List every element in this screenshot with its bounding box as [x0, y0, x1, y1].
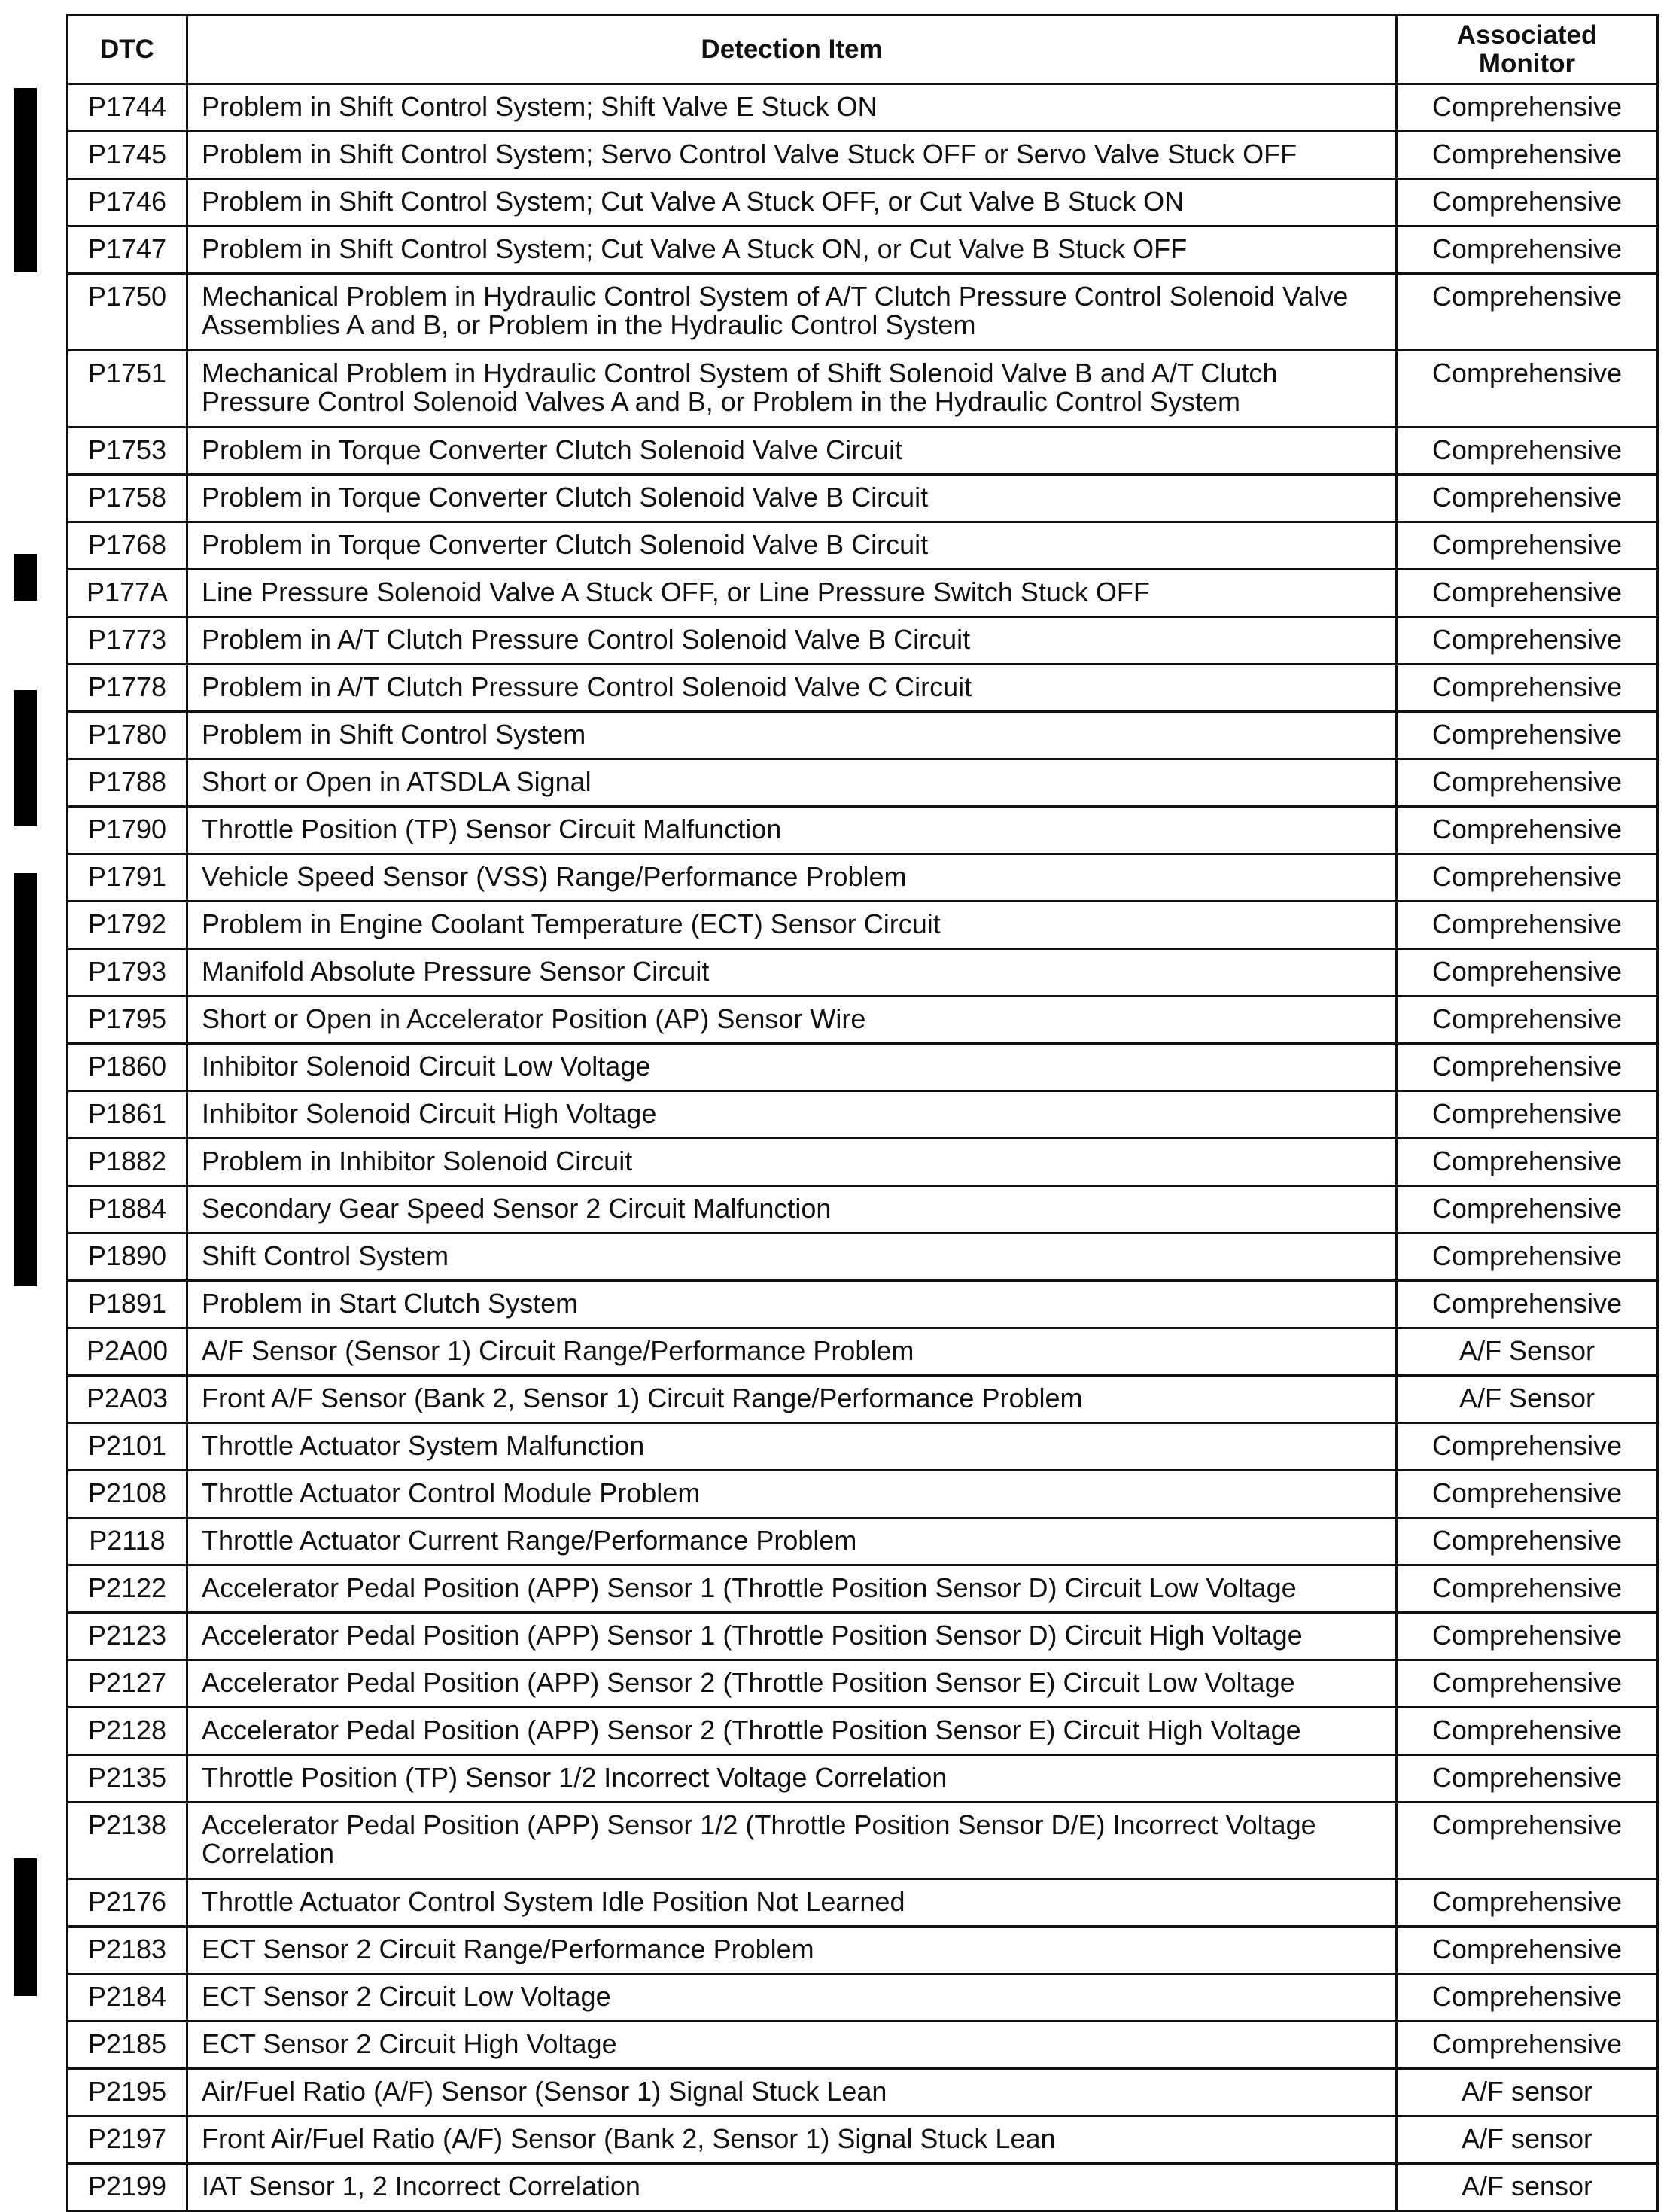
monitor-cell: Comprehensive — [1397, 1091, 1658, 1139]
header-dtc: DTC — [68, 15, 187, 84]
dtc-cell: P2138 — [68, 1803, 187, 1879]
table-row — [68, 274, 1658, 351]
dtc-cell: P1884 — [68, 1186, 187, 1234]
table-row — [68, 1139, 1658, 1186]
table-row — [68, 712, 1658, 759]
dtc-cell: P2197 — [68, 2116, 187, 2164]
revision-change-bar — [14, 873, 37, 1286]
detection-item-cell: Manifold Absolute Pressure Sensor Circuit — [187, 949, 1397, 996]
monitor-cell: A/F sensor — [1397, 2164, 1658, 2211]
table-row — [68, 1613, 1658, 1660]
detection-item-cell: Shift Control System — [187, 1234, 1397, 1281]
detection-item-cell: ECT Sensor 2 Circuit High Voltage — [187, 2022, 1397, 2069]
dtc-cell: P2199 — [68, 2164, 187, 2211]
monitor-cell: Comprehensive — [1397, 1139, 1658, 1186]
table-row — [68, 902, 1658, 949]
detection-item-cell: Line Pressure Solenoid Valve A Stuck OFF, or Line Pressure Switch Stuck OFF — [187, 570, 1397, 617]
dtc-cell: P1861 — [68, 1091, 187, 1139]
detection-item-cell: ECT Sensor 2 Circuit Low Voltage — [187, 1974, 1397, 2022]
table-row — [68, 665, 1658, 712]
monitor-cell: Comprehensive — [1397, 1565, 1658, 1613]
table-row — [68, 427, 1658, 475]
detection-item-cell: Accelerator Pedal Position (APP) Sensor 1 (Throttle Position Sensor D) Circuit High Voltage — [187, 1613, 1397, 1660]
detection-item-cell: Air/Fuel Ratio (A/F) Sensor (Sensor 1) Signal Stuck Lean — [187, 2069, 1397, 2116]
monitor-cell: Comprehensive — [1397, 1803, 1658, 1879]
detection-item-cell: Throttle Actuator Control Module Problem — [187, 1471, 1397, 1518]
dtc-cell: P1795 — [68, 996, 187, 1044]
dtc-cell: P1791 — [68, 854, 187, 902]
dtc-cell: P1860 — [68, 1044, 187, 1091]
table-row — [68, 2022, 1658, 2069]
table-row — [68, 1565, 1658, 1613]
monitor-cell: Comprehensive — [1397, 1044, 1658, 1091]
dtc-cell: P1792 — [68, 902, 187, 949]
detection-item-cell: Problem in Shift Control System — [187, 712, 1397, 759]
table-row — [68, 1518, 1658, 1565]
detection-item-cell: Accelerator Pedal Position (APP) Sensor 2 (Throttle Position Sensor E) Circuit Low Voltage — [187, 1660, 1397, 1708]
detection-item-cell: Problem in Shift Control System; Servo Control Valve Stuck OFF or Servo Valve Stuck OFF — [187, 132, 1397, 179]
detection-item-cell: Mechanical Problem in Hydraulic Control System of Shift Solenoid Valve B and A/T Clutch Pressure Control Solenoid Valves A and B, or Problem in the Hydraulic Control System — [187, 351, 1397, 427]
revision-change-bar — [14, 88, 37, 272]
table-row — [68, 1186, 1658, 1234]
dtc-cell: P1778 — [68, 665, 187, 712]
detection-item-cell: Throttle Actuator Control System Idle Position Not Learned — [187, 1879, 1397, 1927]
dtc-cell: P2135 — [68, 1755, 187, 1803]
monitor-cell: Comprehensive — [1397, 2022, 1658, 2069]
detection-item-cell: Throttle Position (TP) Sensor Circuit Malfunction — [187, 807, 1397, 854]
revision-change-bar — [14, 690, 37, 826]
table-row — [68, 1234, 1658, 1281]
dtc-cell: P2185 — [68, 2022, 187, 2069]
dtc-cell: P2108 — [68, 1471, 187, 1518]
dtc-cell: P177A — [68, 570, 187, 617]
detection-item-cell: Problem in Torque Converter Clutch Solenoid Valve Circuit — [187, 427, 1397, 475]
dtc-cell: P1891 — [68, 1281, 187, 1328]
detection-item-cell: Problem in A/T Clutch Pressure Control Solenoid Valve C Circuit — [187, 665, 1397, 712]
dtc-cell: P1746 — [68, 179, 187, 227]
table-row — [68, 1927, 1658, 1974]
monitor-cell: A/F sensor — [1397, 2069, 1658, 2116]
monitor-cell: Comprehensive — [1397, 759, 1658, 807]
dtc-cell: P2122 — [68, 1565, 187, 1613]
table-row — [68, 1091, 1658, 1139]
table-row — [68, 996, 1658, 1044]
monitor-cell: Comprehensive — [1397, 1879, 1658, 1927]
table-row — [68, 1044, 1658, 1091]
monitor-cell: Comprehensive — [1397, 570, 1658, 617]
detection-item-cell: Front A/F Sensor (Bank 2, Sensor 1) Circuit Range/Performance Problem — [187, 1376, 1397, 1423]
header-associated-monitor: Associated Monitor — [1397, 15, 1658, 84]
dtc-cell: P2176 — [68, 1879, 187, 1927]
table-row — [68, 617, 1658, 665]
detection-item-cell: A/F Sensor (Sensor 1) Circuit Range/Performance Problem — [187, 1328, 1397, 1376]
monitor-cell: Comprehensive — [1397, 1234, 1658, 1281]
detection-item-cell: Problem in Torque Converter Clutch Solenoid Valve B Circuit — [187, 522, 1397, 570]
dtc-cell: P2183 — [68, 1927, 187, 1974]
detection-item-cell: ECT Sensor 2 Circuit Range/Performance Problem — [187, 1927, 1397, 1974]
monitor-cell: Comprehensive — [1397, 274, 1658, 351]
monitor-cell: Comprehensive — [1397, 84, 1658, 132]
revision-change-bar — [14, 1858, 37, 1996]
detection-item-cell: Accelerator Pedal Position (APP) Sensor 1/2 (Throttle Position Sensor D/E) Incorrect Voltage Correlation — [187, 1803, 1397, 1879]
dtc-cell: P1745 — [68, 132, 187, 179]
table-row — [68, 1660, 1658, 1708]
table-row — [68, 1471, 1658, 1518]
monitor-cell: Comprehensive — [1397, 351, 1658, 427]
table-row — [68, 1328, 1658, 1376]
dtc-cell: P2127 — [68, 1660, 187, 1708]
monitor-cell: Comprehensive — [1397, 617, 1658, 665]
table-row — [68, 1281, 1658, 1328]
dtc-cell: P1753 — [68, 427, 187, 475]
monitor-cell: Comprehensive — [1397, 1974, 1658, 2022]
detection-item-cell: Problem in Engine Coolant Temperature (ECT) Sensor Circuit — [187, 902, 1397, 949]
table-row — [68, 475, 1658, 522]
dtc-cell: P1768 — [68, 522, 187, 570]
monitor-cell: Comprehensive — [1397, 1186, 1658, 1234]
monitor-cell: Comprehensive — [1397, 522, 1658, 570]
detection-item-cell: IAT Sensor 1, 2 Incorrect Correlation — [187, 2164, 1397, 2211]
detection-item-cell: Problem in A/T Clutch Pressure Control Solenoid Valve B Circuit — [187, 617, 1397, 665]
table-row — [68, 1423, 1658, 1471]
monitor-cell: Comprehensive — [1397, 475, 1658, 522]
table-row — [68, 522, 1658, 570]
dtc-table — [66, 14, 1659, 2212]
detection-item-cell: Front Air/Fuel Ratio (A/F) Sensor (Bank 2, Sensor 1) Signal Stuck Lean — [187, 2116, 1397, 2164]
monitor-cell: Comprehensive — [1397, 949, 1658, 996]
dtc-cell: P2123 — [68, 1613, 187, 1660]
table-row — [68, 179, 1658, 227]
table-row — [68, 1708, 1658, 1755]
monitor-cell: Comprehensive — [1397, 902, 1658, 949]
monitor-cell: Comprehensive — [1397, 179, 1658, 227]
detection-item-cell: Inhibitor Solenoid Circuit Low Voltage — [187, 1044, 1397, 1091]
table-row — [68, 227, 1658, 274]
detection-item-cell: Short or Open in Accelerator Position (AP) Sensor Wire — [187, 996, 1397, 1044]
revision-change-bar — [14, 554, 37, 601]
dtc-cell: P2195 — [68, 2069, 187, 2116]
monitor-cell: Comprehensive — [1397, 1755, 1658, 1803]
detection-item-cell: Problem in Shift Control System; Cut Valve A Stuck OFF, or Cut Valve B Stuck ON — [187, 179, 1397, 227]
table-row — [68, 854, 1658, 902]
table-row — [68, 1755, 1658, 1803]
detection-item-cell: Accelerator Pedal Position (APP) Sensor 2 (Throttle Position Sensor E) Circuit High Voltage — [187, 1708, 1397, 1755]
detection-item-cell: Secondary Gear Speed Sensor 2 Circuit Malfunction — [187, 1186, 1397, 1234]
dtc-cell: P1747 — [68, 227, 187, 274]
table-row — [68, 807, 1658, 854]
detection-item-cell: Throttle Actuator Current Range/Performance Problem — [187, 1518, 1397, 1565]
monitor-cell: Comprehensive — [1397, 1927, 1658, 1974]
monitor-cell: Comprehensive — [1397, 227, 1658, 274]
dtc-cell: P2128 — [68, 1708, 187, 1755]
table-row — [68, 1974, 1658, 2022]
dtc-cell: P1790 — [68, 807, 187, 854]
monitor-cell: Comprehensive — [1397, 132, 1658, 179]
monitor-cell: Comprehensive — [1397, 1660, 1658, 1708]
dtc-cell: P1793 — [68, 949, 187, 996]
detection-item-cell: Problem in Torque Converter Clutch Solenoid Valve B Circuit — [187, 475, 1397, 522]
dtc-cell: P1773 — [68, 617, 187, 665]
dtc-cell: P1758 — [68, 475, 187, 522]
detection-item-cell: Short or Open in ATSDLA Signal — [187, 759, 1397, 807]
table-row — [68, 1376, 1658, 1423]
detection-item-cell: Throttle Actuator System Malfunction — [187, 1423, 1397, 1471]
detection-item-cell: Problem in Start Clutch System — [187, 1281, 1397, 1328]
table-row — [68, 84, 1658, 132]
dtc-cell: P1882 — [68, 1139, 187, 1186]
dtc-cell: P1890 — [68, 1234, 187, 1281]
monitor-cell: Comprehensive — [1397, 854, 1658, 902]
table-row — [68, 2116, 1658, 2164]
dtc-cell: P1750 — [68, 274, 187, 351]
monitor-cell: Comprehensive — [1397, 807, 1658, 854]
monitor-cell: Comprehensive — [1397, 1423, 1658, 1471]
dtc-cell: P1788 — [68, 759, 187, 807]
detection-item-cell: Problem in Shift Control System; Shift Valve E Stuck ON — [187, 84, 1397, 132]
detection-item-cell: Inhibitor Solenoid Circuit High Voltage — [187, 1091, 1397, 1139]
monitor-cell: Comprehensive — [1397, 1518, 1658, 1565]
monitor-cell: Comprehensive — [1397, 1281, 1658, 1328]
detection-item-cell: Problem in Inhibitor Solenoid Circuit — [187, 1139, 1397, 1186]
table-row — [68, 2069, 1658, 2116]
detection-item-cell: Accelerator Pedal Position (APP) Sensor 1 (Throttle Position Sensor D) Circuit Low Voltage — [187, 1565, 1397, 1613]
table-row — [68, 759, 1658, 807]
detection-item-cell: Vehicle Speed Sensor (VSS) Range/Performance Problem — [187, 854, 1397, 902]
dtc-cell: P2A03 — [68, 1376, 187, 1423]
table-row — [68, 949, 1658, 996]
table-header-row — [68, 15, 1658, 84]
table-row — [68, 2164, 1658, 2211]
monitor-cell: Comprehensive — [1397, 1708, 1658, 1755]
dtc-cell: P2118 — [68, 1518, 187, 1565]
header-detection-item: Detection Item — [187, 15, 1397, 84]
table-row — [68, 1879, 1658, 1927]
table-row — [68, 570, 1658, 617]
monitor-cell: A/F sensor — [1397, 2116, 1658, 2164]
dtc-cell: P1744 — [68, 84, 187, 132]
dtc-cell: P2A00 — [68, 1328, 187, 1376]
table-row — [68, 1803, 1658, 1879]
monitor-cell: A/F Sensor — [1397, 1328, 1658, 1376]
detection-item-cell: Problem in Shift Control System; Cut Valve A Stuck ON, or Cut Valve B Stuck OFF — [187, 227, 1397, 274]
monitor-cell: A/F Sensor — [1397, 1376, 1658, 1423]
dtc-cell: P2184 — [68, 1974, 187, 2022]
monitor-cell: Comprehensive — [1397, 665, 1658, 712]
monitor-cell: Comprehensive — [1397, 996, 1658, 1044]
dtc-cell: P2101 — [68, 1423, 187, 1471]
table-row — [68, 132, 1658, 179]
dtc-cell: P1780 — [68, 712, 187, 759]
dtc-cell: P1751 — [68, 351, 187, 427]
monitor-cell: Comprehensive — [1397, 427, 1658, 475]
detection-item-cell: Mechanical Problem in Hydraulic Control System of A/T Clutch Pressure Control Solenoid Valve Assemblies A and B, or Problem in the Hydraulic Control System — [187, 274, 1397, 351]
monitor-cell: Comprehensive — [1397, 1471, 1658, 1518]
monitor-cell: Comprehensive — [1397, 712, 1658, 759]
monitor-cell: Comprehensive — [1397, 1613, 1658, 1660]
detection-item-cell: Throttle Position (TP) Sensor 1/2 Incorrect Voltage Correlation — [187, 1755, 1397, 1803]
table-row — [68, 351, 1658, 427]
